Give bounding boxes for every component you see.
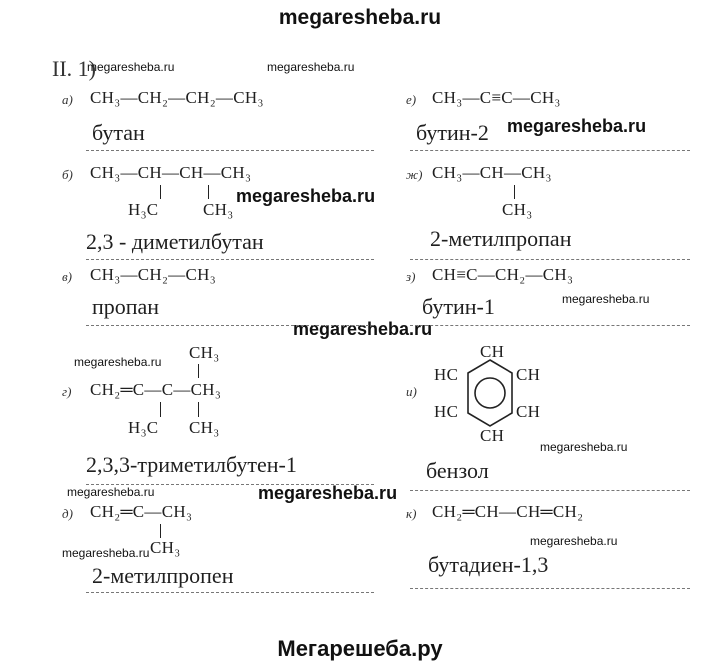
name-butadiene: бутадиен-1,3	[428, 552, 549, 577]
answer-line	[86, 592, 374, 593]
item-letter: а)	[62, 92, 73, 107]
name-propane: пропан	[92, 294, 160, 319]
substituent-left: H₃C	[128, 418, 159, 437]
formula-butane: CH₃—CH₂—CH₂—CH₃	[90, 88, 264, 107]
watermark: megaresheba.ru	[258, 483, 398, 503]
answer-line	[410, 259, 690, 260]
formula-methylpropane: CH₃—CH—CH₃	[432, 163, 552, 182]
watermark: megaresheba.ru	[293, 319, 433, 339]
watermark: megaresheba.ru	[87, 60, 175, 74]
ring-atom-upper-right: CH	[516, 365, 541, 384]
bond	[160, 185, 161, 199]
formula-butyne-1: CH≡C—CH₂—CH₃	[432, 265, 574, 284]
formula-trimethylbutene: CH₂═C—C—CH₃	[90, 380, 222, 399]
ring-atom-lower-left: HC	[434, 402, 459, 421]
item-letter: и)	[406, 384, 417, 399]
site-footer-title: Мегарешеба.ру	[277, 636, 443, 661]
name-dimethylbutane: 2,3 - диметилбутан	[86, 229, 264, 254]
watermark: megaresheba.ru	[562, 292, 650, 306]
formula-butyne-2: CH₃—C≡C—CH₃	[432, 88, 561, 107]
bond	[514, 185, 515, 199]
bond	[160, 524, 161, 538]
formula-methylpropene: CH₂═C—CH₃	[90, 502, 193, 521]
site-header-title: megaresheba.ru	[278, 6, 442, 29]
name-benzene: бензол	[426, 458, 489, 483]
watermark: megaresheba.ru	[67, 485, 155, 499]
formula-dimethylbutane: CH₃—CH—CH—CH₃	[90, 163, 252, 182]
bond	[198, 364, 199, 378]
answer-line	[86, 325, 374, 326]
item-letter: д)	[62, 506, 73, 521]
item-letter: в)	[62, 269, 72, 284]
watermark: megaresheba.ru	[267, 60, 355, 74]
name-butyne-1: бутин-1	[422, 294, 495, 319]
section-label: II. 1)	[52, 56, 96, 81]
item-letter: ж)	[406, 167, 423, 182]
watermark: megaresheba.ru	[236, 186, 376, 206]
answer-line	[86, 259, 374, 260]
substituent-right: CH₃	[203, 200, 234, 219]
watermark: megaresheba.ru	[507, 116, 647, 136]
name-trimethylbutene: 2,3,3-триметилбутен-1	[86, 452, 297, 477]
answer-line	[410, 588, 690, 589]
ring-atom-lower-right: CH	[516, 402, 541, 421]
bond	[160, 402, 161, 417]
item-letter: з)	[406, 269, 416, 284]
watermark: megaresheba.ru	[62, 546, 150, 560]
answer-line	[410, 490, 690, 491]
bond	[208, 185, 209, 199]
name-methylpropane: 2-метилпропан	[430, 226, 572, 251]
substituent: CH₃	[502, 200, 533, 219]
name-methylpropene: 2-метилпропен	[92, 563, 234, 588]
watermark: megaresheba.ru	[540, 440, 628, 454]
item-letter: б)	[62, 167, 73, 182]
name-butyne-2: бутин-2	[416, 120, 489, 145]
formula-butadiene: CH₂═CH—CH═CH₂	[432, 502, 584, 521]
formula-propane: CH₃—CH₂—CH₃	[90, 265, 216, 284]
answer-line	[410, 150, 690, 151]
watermark: megaresheba.ru	[74, 355, 162, 369]
item-letter: к)	[406, 506, 417, 521]
answer-line	[86, 484, 374, 485]
substituent-left: H₃C	[128, 200, 159, 219]
bond	[198, 402, 199, 417]
substituent-right: CH₃	[189, 418, 220, 437]
ring-atom-top: CH	[480, 342, 505, 361]
ring-atom-upper-left: HC	[434, 365, 459, 384]
answer-line	[410, 325, 690, 326]
ring-atom-bottom: CH	[480, 426, 505, 445]
substituent-top: CH₃	[189, 343, 220, 362]
item-letter: г)	[62, 384, 72, 399]
watermark: megaresheba.ru	[530, 534, 618, 548]
name-butane: бутан	[92, 120, 145, 145]
answer-line	[86, 150, 374, 151]
item-letter: е)	[406, 92, 417, 107]
substituent: CH₃	[150, 538, 181, 557]
